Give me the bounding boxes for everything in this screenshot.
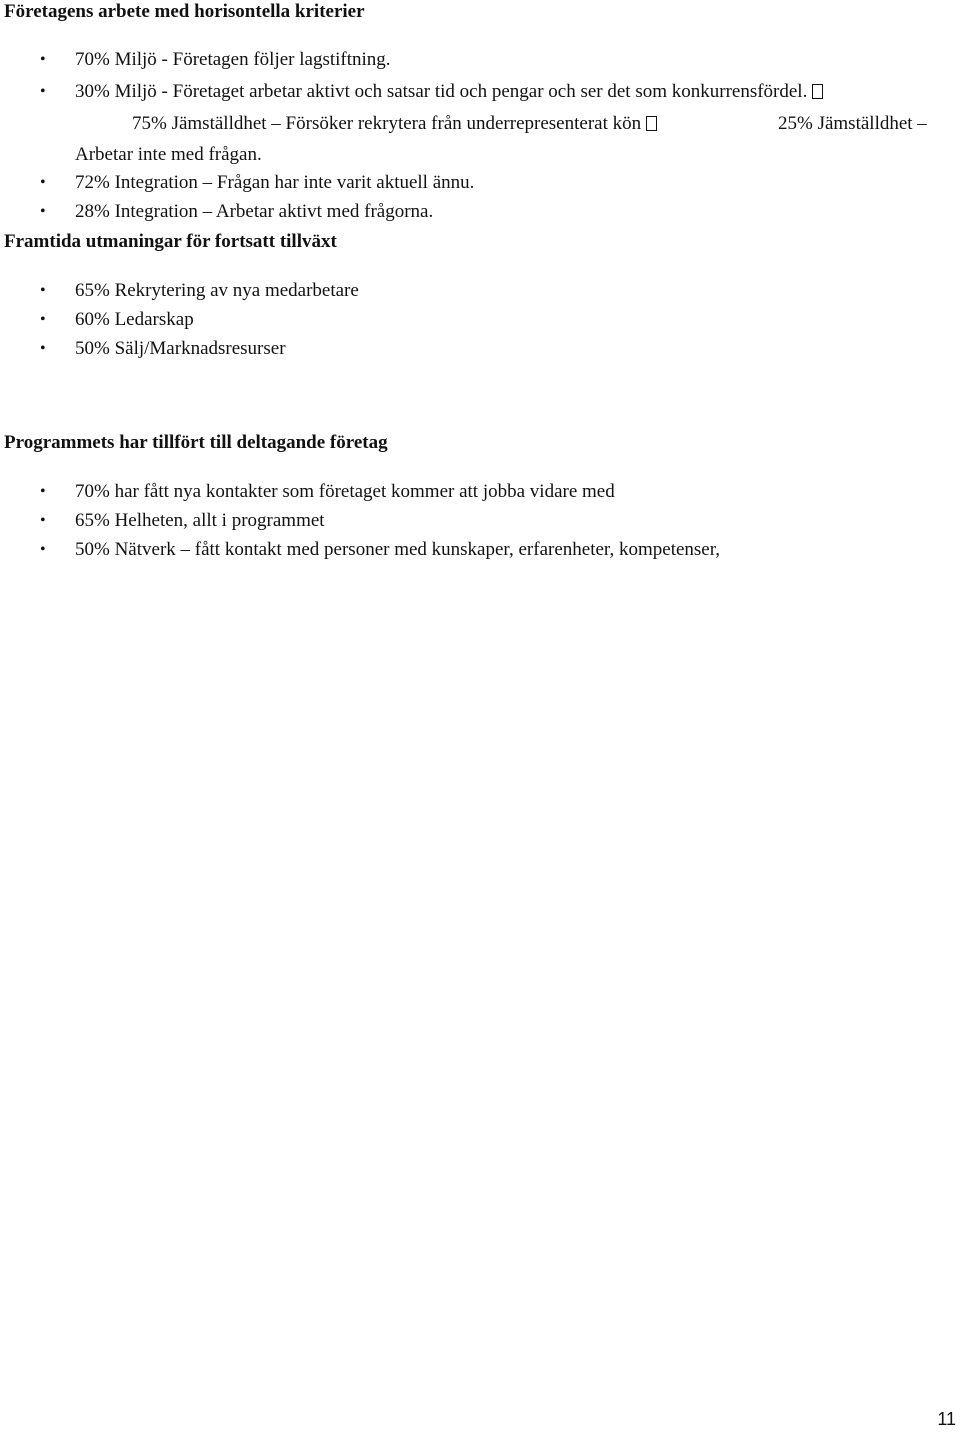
list-item-new-contacts: 70% har fått nya kontakter som företaget kommer att jobba vidare med: [75, 481, 615, 502]
bullet: •: [40, 541, 46, 558]
bullet: •: [40, 83, 46, 100]
list-item-equality-wrap: [132, 113, 657, 135]
missing-glyph-box-icon: [812, 84, 823, 99]
section-heading-program-contributions: Programmets har tillfört till deltagande företag: [4, 432, 388, 453]
bullet: •: [40, 51, 46, 68]
bullet: •: [40, 311, 46, 328]
bullet: •: [40, 512, 46, 529]
list-item-network: 50% Nätverk – fått kontakt med personer med kunskaper, erfarenheter, kompetenser,: [75, 539, 721, 560]
list-item-environment-70: 70% Miljö - Företagen följer lagstiftning.: [75, 49, 391, 70]
list-item-equality-75: 75% Jämställdhet – Försöker rekrytera från underrepresenterat kön: [132, 113, 642, 134]
list-item-environment-30-wrap: [75, 81, 823, 103]
list-item-sales-resources: 50% Sälj/Marknadsresurser: [75, 338, 286, 359]
list-item-environment-30: 30% Miljö - Företaget arbetar aktivt och satsar tid och pengar och ser det som konkurrensfördel.: [75, 81, 808, 102]
list-item-equality-25: 25% Jämställdhet –: [778, 113, 927, 134]
missing-glyph-box-icon: [646, 116, 657, 131]
list-item-recruitment: 65% Rekrytering av nya medarbetare: [75, 280, 359, 301]
section-heading-horizontal-criteria: Företagens arbete med horisontella kriterier: [4, 1, 365, 22]
bullet: •: [40, 282, 46, 299]
bullet: •: [40, 203, 46, 220]
list-item-integration-28: 28% Integration – Arbetar aktivt med frågorna.: [75, 201, 434, 222]
section-heading-future-challenges: Framtida utmaningar för fortsatt tillväxt: [4, 231, 337, 252]
list-item-whole-program: 65% Helheten, allt i programmet: [75, 510, 325, 531]
bullet: •: [40, 340, 46, 357]
list-item-integration-72: 72% Integration – Frågan har inte varit aktuell ännu.: [75, 172, 475, 193]
list-item-equality-25-continuation: Arbetar inte med frågan.: [75, 144, 262, 165]
page-number: 11: [937, 1409, 956, 1429]
list-item-leadership: 60% Ledarskap: [75, 309, 194, 330]
bullet: •: [40, 483, 46, 500]
bullet: •: [40, 174, 46, 191]
